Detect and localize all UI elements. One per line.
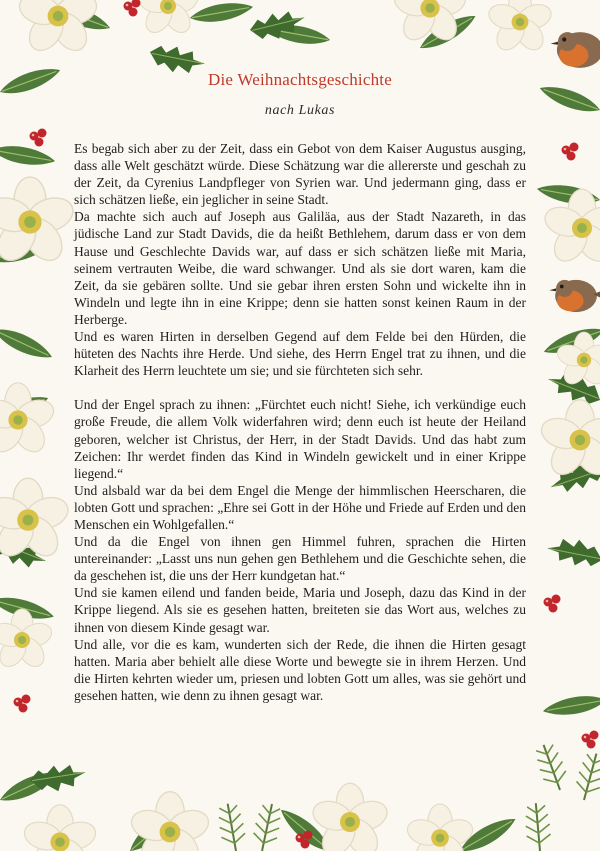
robin-top [551, 32, 600, 68]
paragraph-4: Und der Engel sprach zu ihnen: „Fürchtet euch nicht! Siehe, ich verkündige euch große Freude, die allem Volk widerfahren wird; denn euch ist heute der Heiland geboren, welcher ist Christus, der Herr, in der Stadt Davids. Und das habt zum Zeichen: Ihr werdet finden das Kind in Windeln gewickelt und in einer Krippe liegend.“ [74, 397, 526, 481]
paragraph-7: Und sie kamen eilend und fanden beide, Maria und Joseph, dazu das Kind in der Krippe liegend. Als sie es gesehen hatten, breiteten sie das Wort aus, welches zu ihnen von diesem Kinde gesagt war. [74, 585, 526, 635]
story-body [74, 140, 526, 704]
story-title: Die Weihnachtsgeschichte [208, 70, 392, 89]
left-border [0, 129, 77, 713]
right-border [532, 143, 600, 804]
story-subtitle: nach Lukas [264, 103, 336, 118]
paragraph-2: Da machte sich auch auf Joseph aus Galiläa, aus der Stadt Nazareth, in das jüdische Land zur Stadt Davids, die da heißt Bethlehem, darum dass er von dem Hause und Geschlechte Davids war, auf dass er sich schätzen ließe mit Maria, seinem vertrauten Weibe, die ward schwanger. Und als sie dort waren, kam die Zeit, da sie gebären sollte. Und sie gebar ihren ersten Sohn und wickelte ihn in Windeln und legte ihn in eine Krippe; denn sie hatten sonst keinen Raum in der Herberge. [74, 209, 526, 327]
paragraph-1: Es begab sich aber zu der Zeit, dass ein Gebot von dem Kaiser Augustus ausging, dass alle Welt geschätzt würde. Diese Schätzung war die allererste und geschah zu der Zeit, da Cyrenius Landpfleger von Syrien war. Und jedermann ging, dass er sich schätzen ließe, ein jeglicher in seine Stadt. [74, 141, 526, 208]
paragraph-6: Und da die Engel von ihnen gen Himmel fuhren, sprachen die Hirten untereinander: „Lasst uns nun gehen gen Bethlehem und die Geschichte sehen, die da geschehen ist, die uns der Herr kundgetan hat.“ [74, 534, 526, 584]
paragraph-5: Und alsbald war da bei dem Engel die Menge der himmlischen Heerscharen, die lobten Gott und sprachen: „Ehre sei Gott in der Höhe und Friede auf Erden und den Menschen ein Wohlgefallen.“ [74, 482, 526, 532]
paragraph-8: Und alle, vor die es kam, wunderten sich der Rede, die ihnen die Hirten gesagt hatten. Maria aber behielt alle diese Worte und bewegte sie in ihrem Herzen. Und die Hirten kehrten wieder um, priesen und lobten Gott um alles, was sie gehört und gesehen hatten, wie denn zu ihnen gesagt war. [74, 636, 526, 703]
paragraph-3: Und es waren Hirten in derselben Gegend auf dem Felde bei den Hürden, die hüteten des Nachts ihre Herde. Und siehe, des Herrn Engel trat zu ihnen, und die Klarheit des Herrn leuchtete um sie; und sie fürchteten sich sehr. [74, 329, 526, 379]
robin-right [549, 280, 600, 312]
story-page [74, 0, 526, 851]
paragraph-gap [74, 379, 526, 396]
